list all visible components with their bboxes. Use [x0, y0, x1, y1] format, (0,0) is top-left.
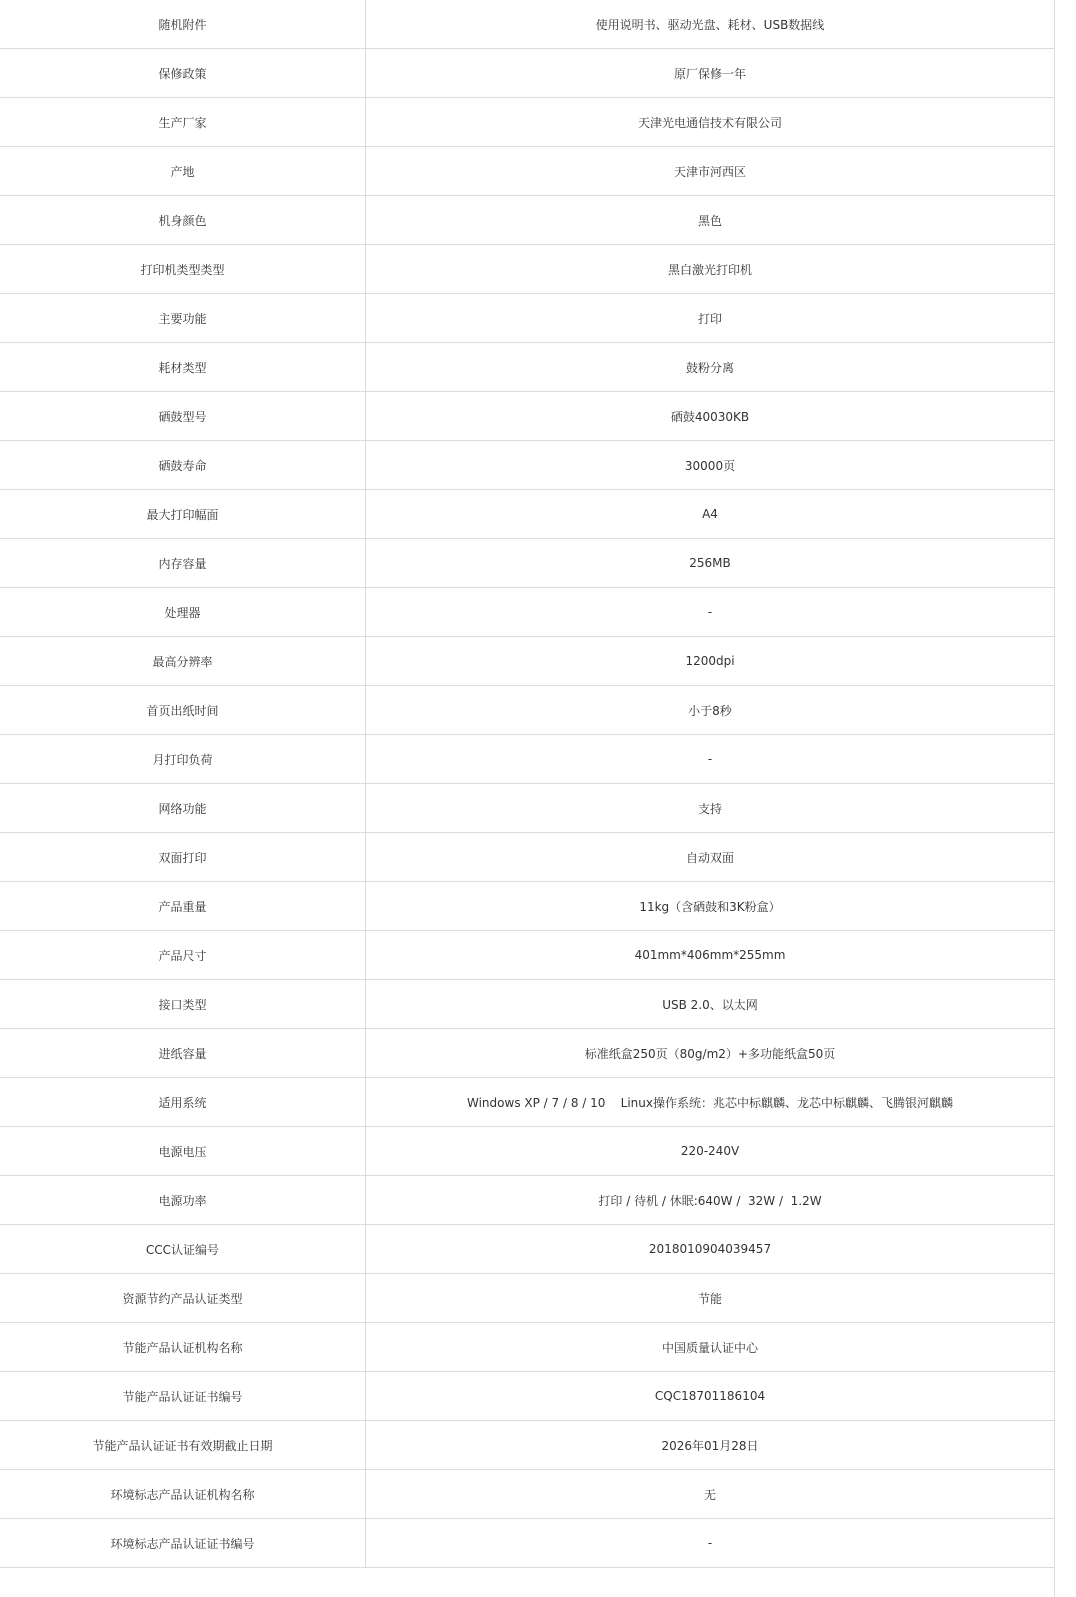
table-row [0, 931, 1054, 980]
spec-label: 最高分辨率 [0, 637, 366, 685]
spec-label: 双面打印 [0, 833, 366, 881]
table-row [0, 245, 1054, 294]
spec-label: 环境标志产品认证机构名称 [0, 1470, 366, 1518]
table-row [0, 1274, 1054, 1323]
spec-value: CQC18701186104 [654, 1389, 766, 1403]
spec-label: 硒鼓寿命 [0, 441, 366, 489]
table-row [0, 1470, 1054, 1519]
spec-label: 环境标志产品认证证书编号 [0, 1519, 366, 1567]
spec-label: 主要功能 [0, 294, 366, 342]
spec-label: 生产厂家 [0, 98, 366, 146]
spec-value: 220-240V [680, 1144, 740, 1158]
spec-label: 打印机类型类型 [0, 245, 366, 293]
spec-value: 使用说明书、驱动光盘、耗材、USB数据线 [595, 17, 825, 32]
spec-value: 原厂保修一年 [673, 66, 746, 81]
table-row [0, 784, 1054, 833]
spec-label: 产品重量 [0, 882, 366, 930]
spec-label: 资源节约产品认证类型 [0, 1274, 366, 1322]
table-row [0, 1029, 1054, 1078]
spec-value: - [707, 752, 713, 766]
spec-label: 适用系统 [0, 1078, 366, 1126]
table-row [0, 98, 1054, 147]
spec-value: 自动双面 [685, 850, 734, 865]
table-row [0, 1225, 1054, 1274]
spec-value: 硒鼓40030KB [670, 409, 750, 424]
spec-label: 电源电压 [0, 1127, 366, 1175]
spec-label: 处理器 [0, 588, 366, 636]
table-row [0, 1078, 1054, 1127]
table-row [0, 196, 1054, 245]
spec-value: 节能 [697, 1291, 722, 1306]
spec-value: 11kg（含硒鼓和3K粉盒） [639, 899, 781, 914]
spec-label: CCC认证编号 [0, 1225, 366, 1273]
spec-label: 节能产品认证机构名称 [0, 1323, 366, 1371]
table-row [0, 588, 1054, 637]
spec-value: 天津光电通信技术有限公司 [637, 115, 782, 130]
spec-value: 无 [703, 1487, 716, 1502]
table-row [0, 343, 1054, 392]
spec-value: 小于8秒 [688, 703, 732, 718]
table-row [0, 1127, 1054, 1176]
spec-value: 支持 [697, 801, 722, 816]
spec-label: 耗材类型 [0, 343, 366, 391]
spec-value: 401mm*406mm*255mm [634, 948, 786, 962]
spec-value: 256MB [689, 556, 731, 570]
spec-label: 随机附件 [0, 0, 366, 48]
spec-value: 1200dpi [685, 654, 735, 668]
spec-value: 2018010904039457 [648, 1242, 772, 1256]
table-row [0, 0, 1054, 49]
table-row [0, 1421, 1054, 1470]
spec-label: 节能产品认证证书有效期截止日期 [0, 1421, 366, 1469]
table-row [0, 441, 1054, 490]
table-row [0, 539, 1054, 588]
table-row [0, 49, 1054, 98]
table-row [0, 147, 1054, 196]
table-row [0, 833, 1054, 882]
spec-value: 天津市河西区 [673, 164, 746, 179]
spec-value: 打印 / 待机 / 休眠:640W / 32W / 1.2W [598, 1193, 822, 1208]
spec-label: 硒鼓型号 [0, 392, 366, 440]
table-row [0, 735, 1054, 784]
table-row [0, 980, 1054, 1029]
table-row [0, 490, 1054, 539]
spec-label: 保修政策 [0, 49, 366, 97]
table-row [0, 686, 1054, 735]
table-row [0, 294, 1054, 343]
spec-value: A4 [702, 507, 718, 521]
table-row [0, 1176, 1054, 1225]
table-row [0, 1323, 1054, 1372]
spec-value: Windows XP / 7 / 8 / 10 Linux操作系统：兆芯中标麒麟、龙芯中标麒麟、飞腾银河麒麟 [467, 1095, 953, 1110]
spec-value: 中国质量认证中心 [661, 1340, 758, 1355]
spec-value: 黑色 [697, 213, 722, 228]
spec-value: 30000页 [684, 458, 736, 473]
spec-label: 月打印负荷 [0, 735, 366, 783]
spec-label: 最大打印幅面 [0, 490, 366, 538]
spec-value: 标准纸盒250页（80g/m2）+多功能纸盒50页 [584, 1046, 836, 1061]
spec-value: 鼓粉分离 [685, 360, 734, 375]
spec-label: 产品尺寸 [0, 931, 366, 979]
spec-value: 打印 [697, 311, 722, 326]
spec-value: 黑白激光打印机 [667, 262, 752, 277]
table-row [0, 637, 1054, 686]
spec-value: - [707, 605, 713, 619]
spec-label: 节能产品认证证书编号 [0, 1372, 366, 1420]
spec-label: 机身颜色 [0, 196, 366, 244]
table-row [0, 1519, 1054, 1568]
spec-value: - [707, 1536, 713, 1550]
table-row [0, 882, 1054, 931]
spec-label: 电源功率 [0, 1176, 366, 1224]
spec-label: 进纸容量 [0, 1029, 366, 1077]
spec-label: 内存容量 [0, 539, 366, 587]
spec-value: 2026年01月28日 [661, 1438, 759, 1453]
spec-label: 首页出纸时间 [0, 686, 366, 734]
spec-label: 产地 [0, 147, 366, 195]
spec-value: USB 2.0、以太网 [662, 997, 758, 1012]
table-row [0, 392, 1054, 441]
table-row [0, 1372, 1054, 1421]
spec-label: 接口类型 [0, 980, 366, 1028]
spec-label: 网络功能 [0, 784, 366, 832]
